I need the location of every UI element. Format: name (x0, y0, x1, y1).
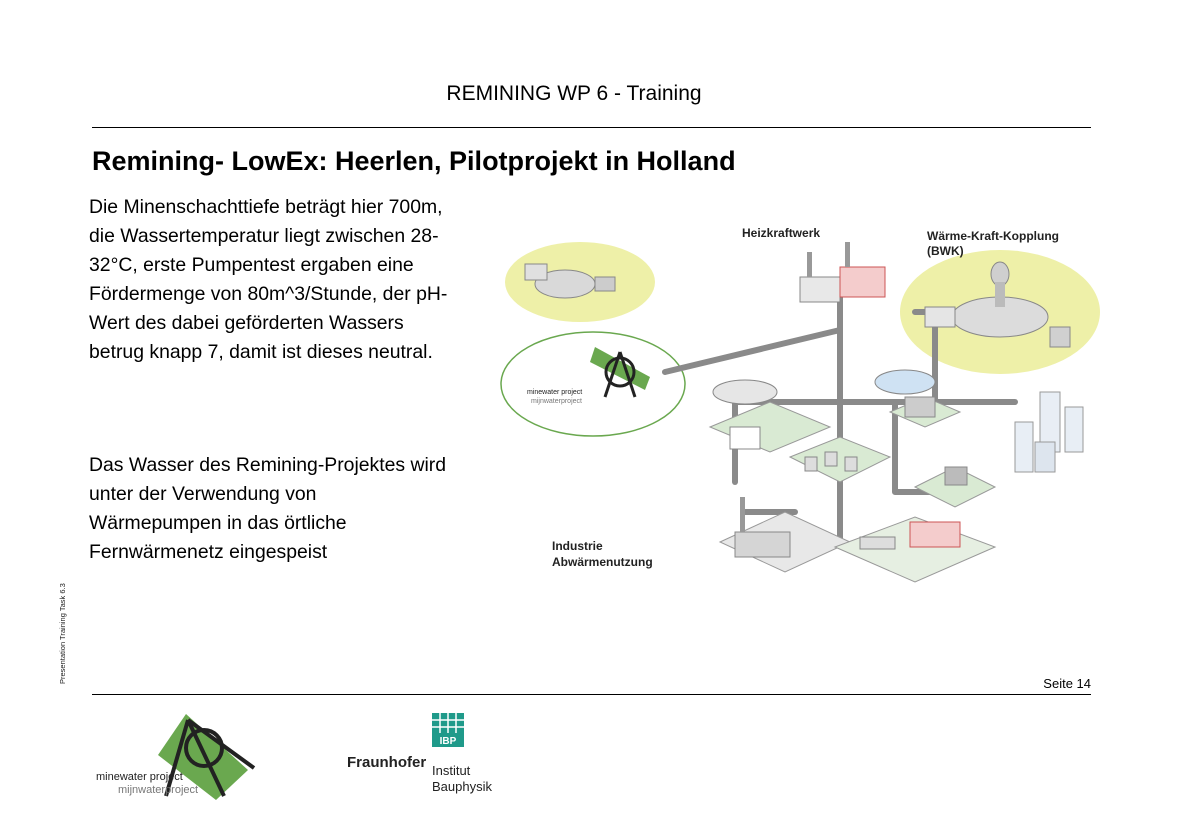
circle-label-2: mijnwaterproject (531, 398, 582, 405)
label-bwk-2: (BWK) (927, 244, 964, 258)
fraunhofer-label: Fraunhofer (347, 754, 427, 771)
body-paragraph-1: Die Minenschachttiefe beträgt hier 700m, die Wassertemperatur liegt zwischen 28- 32°C, erste Pumpentest ergaben eine Fördermenge von 80m^3/Stunde, der pH-Wert des dabei geförderten Wassers betrug knapp 7, damit ist dieses neutral. (89, 196, 448, 364)
top-rule (92, 127, 1091, 128)
heizkraftwerk-building (800, 242, 885, 302)
slide-title: Remining- LowEx: Heerlen, Pilotprojekt in Holland (92, 146, 736, 176)
label-industrie-1: Industrie (552, 539, 603, 553)
logo-mine-line2: mijnwaterproject (118, 784, 199, 796)
circular-building-icon (713, 380, 777, 404)
bauphysik-label: Bauphysik (432, 779, 492, 794)
sidebar-label: Presentation Training Task 6.3 (58, 583, 67, 684)
fraunhofer-ibp-logo (344, 713, 504, 798)
label-industrie-2: Abwärmenutzung (552, 555, 653, 569)
city-blocks (710, 370, 995, 507)
ibp-label: IBP (439, 736, 457, 747)
label-heizkraftwerk: Heizkraftwerk (742, 226, 821, 240)
label-bwk-1: Wärme-Kraft-Kopplung (927, 229, 1059, 243)
page-number: Seite 14 (1043, 676, 1091, 691)
circle-label-1: minewater project (527, 389, 583, 396)
district-heating-diagram (495, 212, 1100, 600)
minewater-circle (501, 332, 685, 436)
minewater-project-logo (96, 710, 258, 802)
logo-mine-line1: minewater project (96, 771, 183, 783)
bottom-rule (92, 694, 1091, 695)
body-paragraph-2: Das Wasser des Remining-Projektes wird unter der Verwendung von Wärmepumpen in das örtliche Fernwärmenetz eingespeist (89, 454, 447, 564)
institut-label: Institut (432, 763, 471, 778)
pool-icon (875, 370, 935, 394)
high-rise-buildings (1015, 392, 1083, 472)
header-title: REMINING WP 6 - Training (446, 82, 702, 105)
